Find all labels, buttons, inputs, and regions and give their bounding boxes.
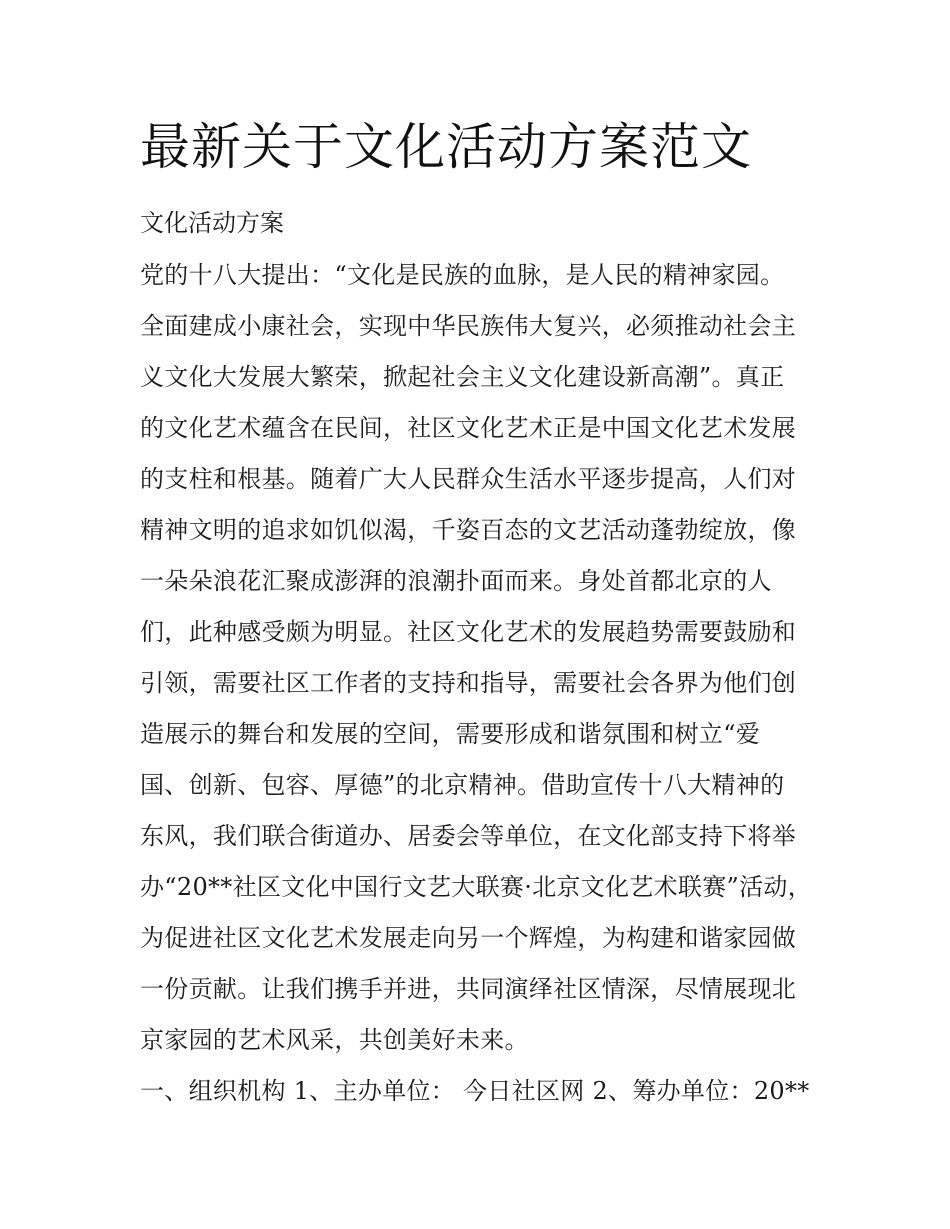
body-line: 一份贡献。让我们携手并进，共同演绎社区情深，尽情展现北	[140, 975, 797, 1003]
body-line: 党的十八大提出：“文化是民族的血脉，是人民的精神家园。	[140, 261, 785, 289]
body-line: 引领，需要社区工作者的支持和指导，需要社会各界为他们创	[140, 669, 797, 697]
body-line: 京家园的艺术风采，共创美好未来。	[140, 1026, 529, 1054]
body-line: 造展示的舞台和发展的空间，需要形成和谐氛围和树立“爱	[140, 720, 761, 748]
body-line: 一朵朵浪花汇聚成澎湃的浪潮扑面而来。身处首都北京的人	[140, 567, 772, 595]
body-line: 国、创新、包容、厚德”的北京精神。借助宣传十八大精神的	[140, 771, 785, 799]
document-title: 最新关于文化活动方案范文	[140, 118, 752, 176]
body-line: 全面建成小康社会，实现中华民族伟大复兴，必须推动社会主	[140, 312, 797, 340]
section-heading-line: 一、组织机构 1、主办单位： 今日社区网 2、筹办单位：20**	[140, 1077, 810, 1105]
body-line: 的支柱和根基。随着广大人民群众生活水平逐步提高，人们对	[140, 465, 797, 493]
body-line: 的文化艺术蕴含在民间，社区文化艺术正是中国文化艺术发展	[140, 414, 797, 442]
body-line: 为促进社区文化艺术发展走向另一个辉煌，为构建和谐家园做	[140, 924, 797, 952]
body-line: 义文化大发展大繁荣，掀起社会主义文化建设新高潮”。真正	[140, 363, 785, 391]
body-line: 办“20**社区文化中国行文艺大联赛·北京文化艺术联赛”活动，	[140, 873, 813, 901]
body-line: 东风，我们联合街道办、居委会等单位，在文化部支持下将举	[140, 822, 797, 850]
body-line: 们，此种感受颇为明显。社区文化艺术的发展趋势需要鼓励和	[140, 618, 797, 646]
body-line: 精神文明的追求如饥似渴，千姿百态的文艺活动蓬勃绽放，像	[140, 516, 797, 544]
document-subtitle: 文化活动方案	[140, 209, 284, 237]
document-body	[140, 250, 820, 1117]
